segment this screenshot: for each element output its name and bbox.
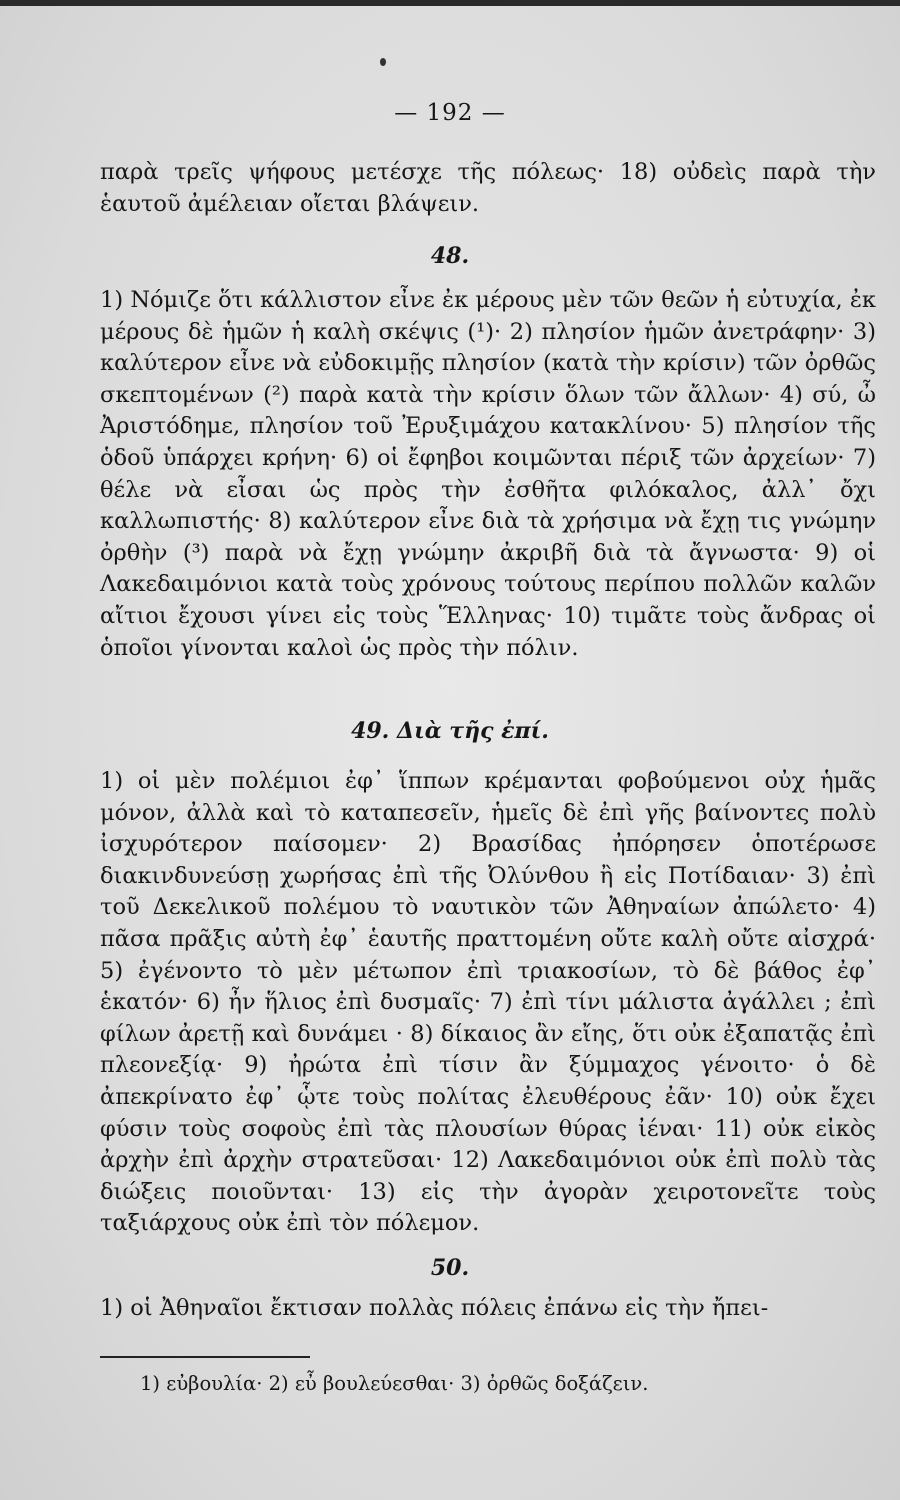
footnote-rule [100, 1356, 310, 1358]
ink-speck [380, 58, 386, 66]
footnotes: 1) εὐβουλία· 2) εὖ βουλεύεσθαι· 3) ὀρθῶς δοξάζειν. [140, 1372, 649, 1395]
page-number: — 192 — [394, 100, 506, 126]
section-50-heading: 50. [430, 1255, 470, 1281]
section-48-heading: 48. [430, 243, 470, 269]
continuation-paragraph: παρὰ τρεῖς ψήφους μετέσχε τῆς πόλεως· 18) οὐδεὶς παρὰ τὴν ἑαυτοῦ ἀμέλειαν οἴεται βλάψειν. [100, 159, 876, 217]
section-49-heading: 49. Διὰ τῆς ἐπί. [351, 718, 549, 744]
section-49-text: 1) οἱ μὲν πολέμιοι ἐφ᾽ ἵππων κρέμανται φοβούμενοι οὐχ ἡμᾶς μόνον, ἀλλὰ καὶ τὸ καταπεσεῖν, ἡμεῖς δὲ ἐπὶ γῆς βαίνοντες πολὺ ἰσχυρότερον παίσομεν· 2) Βρασίδας ἠπόρησεν ὁποτέρωσε διακινδυνεύσῃ χωρήσας ἐπὶ τῆς Ὀλύνθου ἢ εἰς Ποτίδαιαν· 3) ἐπὶ τοῦ Δεκελικοῦ πολέμου τὸ ναυτικὸν τῶν Ἀθηναίων ἀπώλετο· 4) πᾶσα πρᾶξις αὐτὴ ἐφ᾽ ἑαυτῆς πραττομένη οὔτε καλὴ οὔτε αἰσχρά· 5) ἐγένοντο τὸ μὲν μέτωπον ἐπὶ τριακοσίων, τὸ δὲ βάθος ἐφ᾽ ἑκατόν· 6) ἦν ἥλιος ἐπὶ δυσμαῖς· 7) ἐπὶ τίνι μάλιστα ἀγάλλει ; ἐπὶ φίλων ἀρετῇ καὶ δυνάμει · 8) δίκαιος ἂν εἴης, ὅτι οὐκ ἐξαπατᾷς ἐπὶ πλεονεξίᾳ· 9) ἠρώτα ἐπὶ τίσιν ἂν ξύμμαχος γένοιτο· ὁ δὲ ἀπεκρίνατο ἐφ᾽ ᾧτε τοὺς πολίτας ἐλευθέρους ἐᾶν· 10) οὐκ ἔχει φύσιν τοὺς σοφοὺς ἐπὶ τὰς πλουσίων θύρας ἰέναι· 11) οὐκ εἰκὸς ἀρχὴν ἐπὶ ἀρχὴν στρατεῦσαι· 12) Λακεδαιμόνιοι οὐκ ἐπὶ πολὺ τὰς διώξεις ποιοῦνται· 13) εἰς τὴν ἀγορὰν χειροτονεῖτε τοὺς ταξιάρχους οὐκ ἐπὶ τὸν πόλεμον. [100, 768, 876, 1237]
section-48-text: 1) Νόμιζε ὅτι κάλλιστον εἶνε ἐκ μέρους μὲν τῶν θεῶν ἡ εὐτυχία, ἐκ μέρους δὲ ἡμῶν ἡ καλὴ σκέψις (¹)· 2) πλησίον ἡμῶν ἀνετράφην· 3) καλύτερον εἶνε νὰ εὐδοκιμῇς πλησίον (κατὰ τὴν κρίσιν) τῶν ὀρθῶς σκεπτομένων (²) παρὰ κατὰ τὴν κρίσιν ὅλων τῶν ἄλλων· 4) σύ, ὦ Ἀριστόδημε, πλησίον τοῦ Ἐρυξιμάχου κατακλίνου· 5) πλησίον τῆς ὁδοῦ ὑπάρχει κρήνη· 6) οἱ ἔφηβοι κοιμῶνται πέριξ τῶν ἀρχείων· 7) θέλε νὰ εἶσαι ὡς πρὸς τὴν ἐσθῆτα φιλόκαλος, ἀλλ᾽ ὄχι καλλωπιστής· 8) καλύτερον εἶνε διὰ τὰ χρήσιμα νὰ ἔχῃ τις γνώμην ὀρθὴν (³) παρὰ νὰ ἔχῃ γνώμην ἀκριβῆ διὰ τὰ ἄγνωστα· 9) οἱ Λακεδαιμόνιοι κατὰ τοὺς χρόνους τούτους περίπου πολλῶν καλῶν αἴτιοι ἔχουσι γίνει εἰς τοὺς Ἕλληνας· 10) τιμᾶτε τοὺς ἄνδρας οἱ ὁποῖοι γίνονται καλοὶ ὡς πρὸς τὴν πόλιν. [100, 287, 876, 661]
page-top-edge [0, 0, 900, 6]
section-50-text: 1) οἱ Ἀθηναῖοι ἔκτισαν πολλὰς πόλεις ἐπάνω εἰς τὴν ἤπει- [100, 1295, 769, 1321]
